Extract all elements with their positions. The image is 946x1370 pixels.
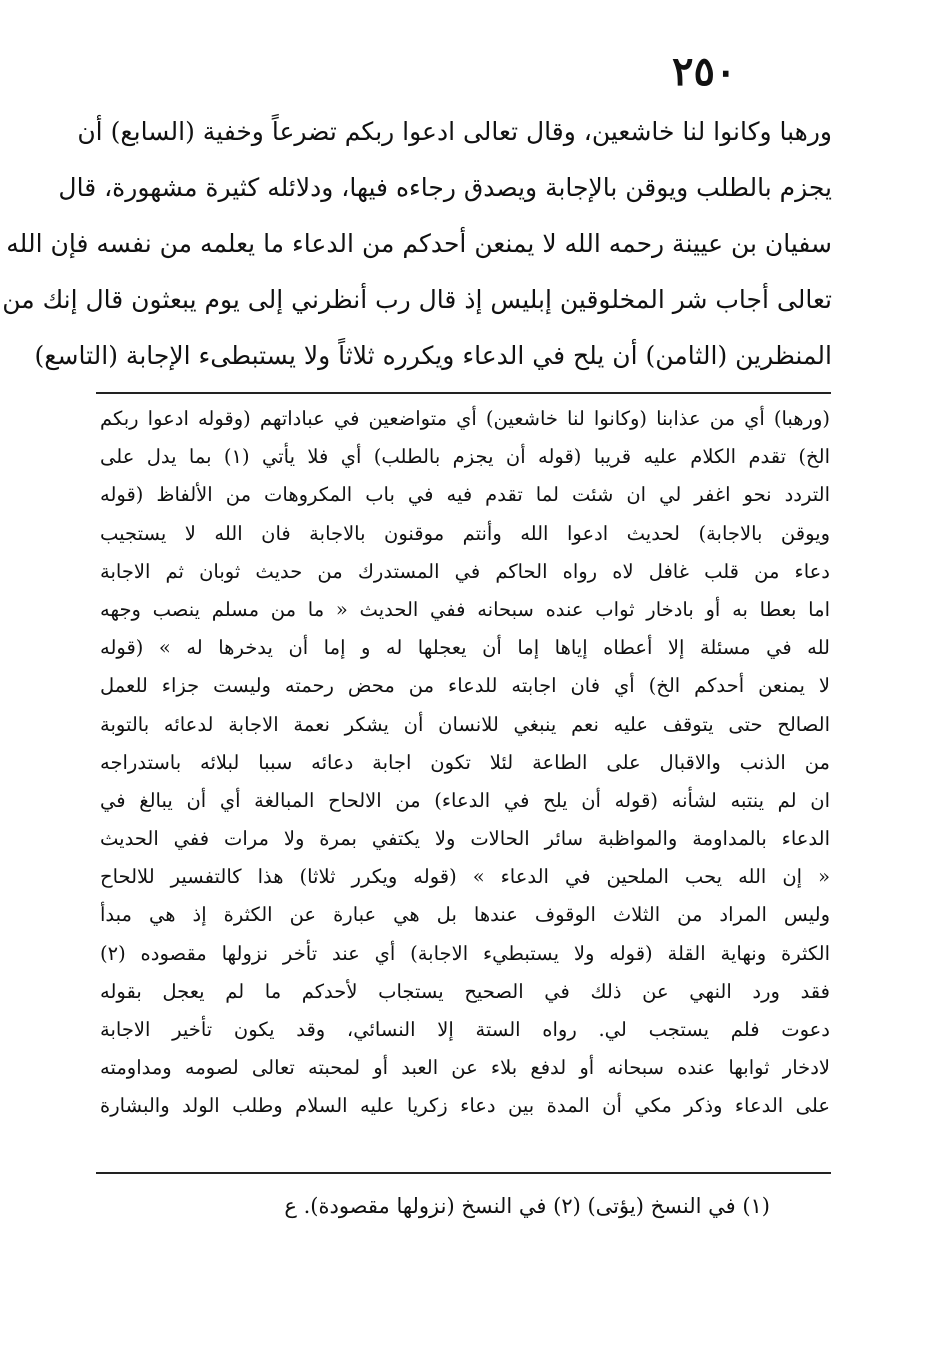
commentary-line: فقد ورد النهي عن ذلك في الصحيح يستجاب لأحدكم ما لم يعجل بقوله <box>100 979 830 1003</box>
main-text-line: يجزم بالطلب ويوقن بالإجابة ويصدق رجاءه فيها، ودلائله كثيرة مشهورة، قال <box>58 173 832 202</box>
commentary-line: الكثرة ونهاية القلة (قوله ولا يستبطيء الاجابة) أي عند تأخر نزولها مقصوده (٢) <box>100 941 830 965</box>
commentary-line: (ورهبا) أي من عذابنا (وكانوا لنا خاشعين) أي متواضعين في عباداتهم (وقوله ادعوا ربكم <box>100 407 830 430</box>
commentary-line: وليس المراد من الثلاث الوقوف عندها بل هي عبارة عن الكثرة إذ هي مبدأ <box>100 903 830 927</box>
footnote: (١) في النسخ (يؤتى) (٢) في النسخ (نزولها مقصودة). ع <box>284 1194 770 1218</box>
commentary-line: التردد نحو اغفر لي ان شئت لما تقدم فيه في باب المكروهات من الألفاظ (قوله <box>100 483 830 507</box>
commentary-line: الخ) تقدم الكلام عليه قريبا (قوله أن يجزم بالطلب) أي فلا يأتي (١) بما يدل على <box>100 445 830 469</box>
commentary-block <box>100 400 830 1126</box>
commentary-line: دعاء من قلب غافل لاه رواه الحاكم في المستدرك من حديث ثوبان ثم الاجابة <box>100 559 830 583</box>
commentary-line: ويوقن بالاجابة) لحديث ادعوا الله وأنتم موقنون بالاجابة فان الله لا يستجيب <box>100 521 830 545</box>
commentary-line: الدعاء بالمداومة والمواظبة سائر الحالات ولا يكتفي بمرة ولا مرات ففي الحديث <box>100 827 830 851</box>
main-text-line: ورهبا وكانوا لنا خاشعين، وقال تعالى ادعوا ربكم تضرعاً وخفية (السابع) أن <box>77 117 832 146</box>
commentary-line: على الدعاء وذكر مكي أن المدة بين دعاء زكريا عليه السلام وطلب الولد والبشارة <box>100 1094 830 1118</box>
main-text-line: سفيان بن عيينة رحمه الله لا يمنعن أحدكم من الدعاء ما يعلمه من نفسه فإن الله <box>6 229 832 258</box>
main-text-line: المنظرين (الثامن) أن يلح في الدعاء ويكرره ثلاثاً ولا يستبطىء الإجابة (التاسع) <box>34 341 832 370</box>
page-number: ٢٥٠ <box>672 48 737 95</box>
commentary-line: الصالح حتى يتوقف عليه نعم ينبغي للانسان أن يشكر نعمة الاجابة لدعائه بالتوبة <box>100 712 830 736</box>
commentary-line: « إن الله يحب الملحين في الدعاء » (قوله ويكرر ثلاثا) هذا كالتفسير للالحاح <box>100 865 830 889</box>
top-divider-rule <box>96 392 831 394</box>
main-text-block <box>2 104 832 384</box>
commentary-line: اما بعطا به أو بادخار ثواب عنده سبحانه ففي الحديث « ما من مسلم ينصب وجهه <box>100 597 830 621</box>
commentary-line: دعوت فلم يستجب لي. رواه الستة إلا النسائي، وقد يكون تأخير الاجابة <box>100 1018 830 1041</box>
bottom-divider-rule <box>96 1172 831 1174</box>
commentary-line: ان لم ينتبه لشأنه (قوله أن يلح في الدعاء) من الالحاح المبالغة أي أن يبالغ في <box>100 788 830 812</box>
commentary-line: لله في مسئلة إلا أعطاه إياها إما أن يعجلها له و إما أن يدخرها له » (قوله <box>100 636 830 660</box>
commentary-line: لا يمنعن أحدكم الخ) أي فان اجابته للدعاء من محض رحمته وليست جزاء للعمل <box>100 674 830 698</box>
main-text-line: تعالى أجاب شر المخلوقين إبليس إذ قال رب أنظرني إلى يوم يبعثون قال إنك من <box>2 285 832 314</box>
commentary-line: لادخار ثوابها عنده سبحانه أو لدفع بلاء عن العبد أو لمحبته تعالى لصومه ومداومته <box>100 1056 830 1080</box>
commentary-line: من الذنب والاقبال على الطاعة لئلا تكون اجابة دعائه سببا لبلائه باستدراجه <box>100 750 830 774</box>
